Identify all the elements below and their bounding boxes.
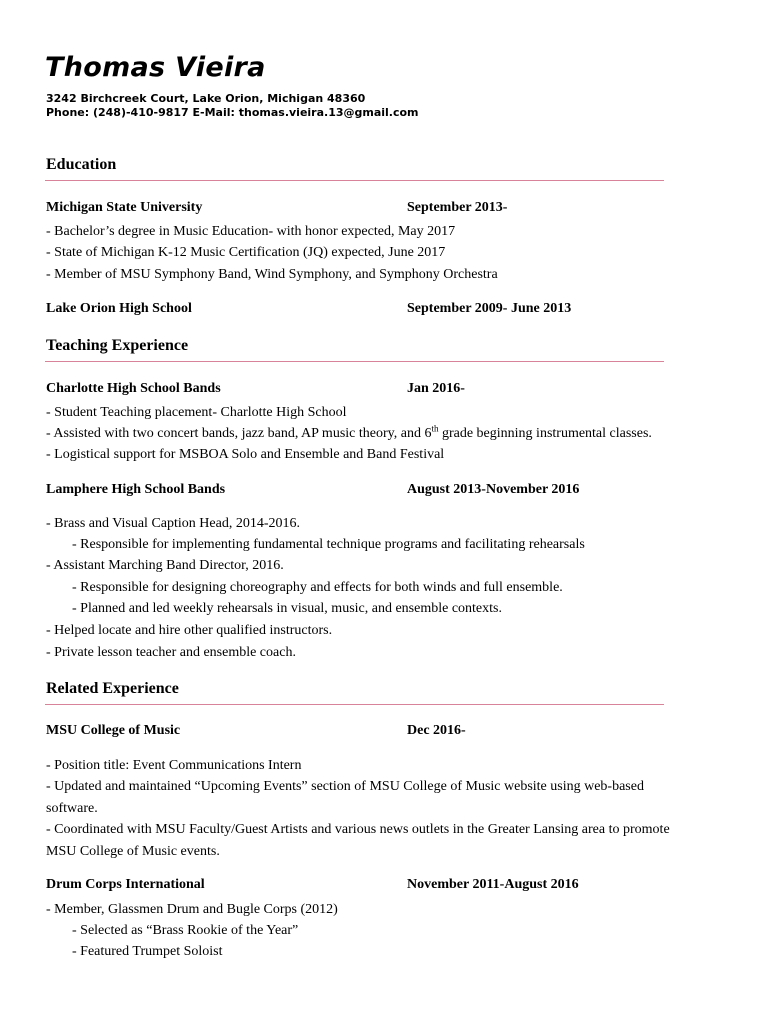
section-title-teaching: Teaching Experience	[46, 337, 189, 354]
entry-date-charlotte: Jan 2016-	[407, 381, 465, 396]
sub-bullet-line: - Featured Trumpet Soloist	[72, 944, 223, 959]
bullet-line: - Member, Glassmen Drum and Bugle Corps (2012)	[46, 902, 338, 917]
entry-date-lamphere: August 2013-November 2016	[407, 482, 580, 497]
sub-bullet-line: - Responsible for designing choreography and effects for both winds and full ensemble.	[72, 580, 563, 595]
bullet-line: - Coordinated with MSU Faculty/Guest Artists and various news outlets in the Greater Lansing area to promote	[46, 822, 670, 837]
bullet-line: - Member of MSU Symphony Band, Wind Symphony, and Symphony Orchestra	[46, 267, 498, 282]
bullet-line: - Student Teaching placement- Charlotte High School	[46, 405, 347, 420]
ordinal-suffix: th	[431, 423, 439, 434]
bullet-line: - Position title: Event Communications Intern	[46, 758, 302, 773]
entry-name-dci: Drum Corps International	[46, 877, 205, 892]
bullet-line: - Helped locate and hire other qualified instructors.	[46, 623, 333, 638]
entry-name-msu: Michigan State University	[46, 200, 203, 215]
bullet-line: - Updated and maintained “Upcoming Events” section of MSU College of Music website using web-based	[46, 779, 644, 794]
entry-name-msu-music: MSU College of Music	[46, 723, 181, 738]
section-title-education: Education	[46, 156, 117, 173]
address-line: 3242 Birchcreek Court, Lake Orion, Michigan 48360	[46, 92, 366, 105]
entry-date-lohs: September 2009- June 2013	[407, 301, 572, 316]
sub-bullet-line: - Selected as “Brass Rookie of the Year”	[72, 923, 299, 938]
section-title-related: Related Experience	[46, 680, 179, 697]
sub-bullet-line: - Responsible for implementing fundamental technique programs and facilitating rehearsals	[72, 537, 585, 552]
section-divider	[45, 361, 664, 362]
bullet-line: - Bachelor’s degree in Music Education- with honor expected, May 2017	[46, 224, 456, 239]
entry-date-dci: November 2011-August 2016	[407, 877, 579, 892]
bullet-line: - Assistant Marching Band Director, 2016.	[46, 558, 284, 573]
entry-name-charlotte: Charlotte High School Bands	[46, 381, 221, 396]
section-divider	[45, 704, 664, 705]
bullet-text: grade beginning instrumental classes.	[438, 426, 652, 441]
bullet-line: - Brass and Visual Caption Head, 2014-2016.	[46, 516, 300, 531]
bullet-line: - State of Michigan K-12 Music Certification (JQ) expected, June 2017	[46, 245, 446, 260]
bullet-text: - Assisted with two concert bands, jazz band, AP music theory, and 6	[46, 426, 432, 441]
sub-bullet-line: - Planned and led weekly rehearsals in visual, music, and ensemble contexts.	[72, 601, 502, 616]
bullet-line	[46, 423, 652, 442]
bullet-line: - Logistical support for MSBOA Solo and Ensemble and Band Festival	[46, 447, 445, 462]
section-divider	[45, 180, 664, 181]
entry-name-lamphere: Lamphere High School Bands	[46, 482, 226, 497]
bullet-line-continued: MSU College of Music events.	[46, 844, 220, 859]
entry-date-msu: September 2013-	[407, 200, 508, 215]
resume-name: Thomas Vieira	[45, 52, 266, 83]
entry-name-lohs: Lake Orion High School	[46, 301, 192, 316]
bullet-line-continued: software.	[46, 801, 98, 816]
entry-date-msu-music: Dec 2016-	[407, 723, 466, 738]
phone-email-line: Phone: (248)-410-9817 E-Mail: thomas.vieira.13@gmail.com	[46, 106, 419, 119]
bullet-line: - Private lesson teacher and ensemble coach.	[46, 645, 296, 660]
